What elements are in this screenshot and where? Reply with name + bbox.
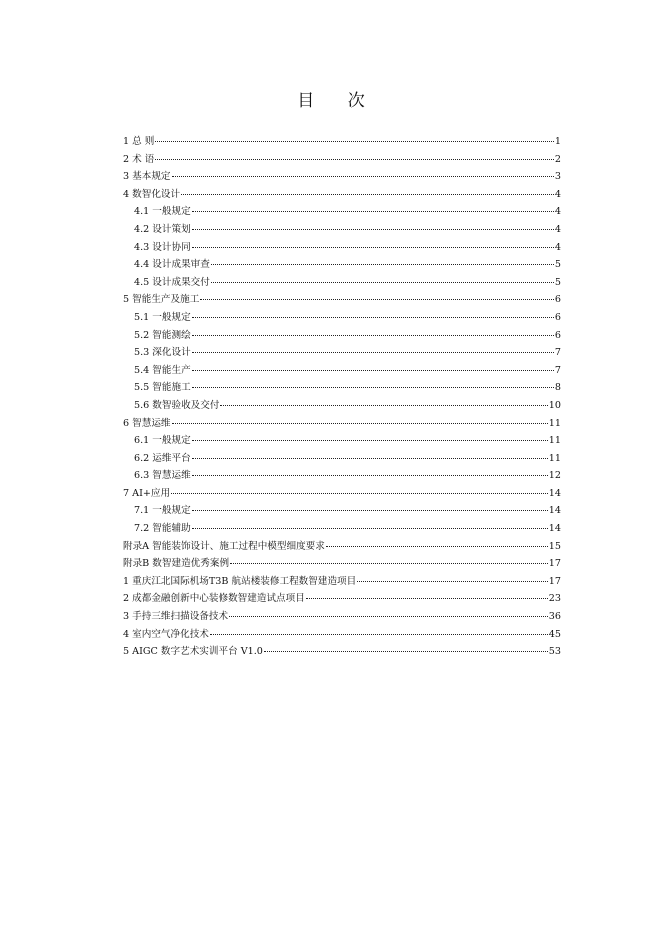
toc-leader-dots <box>192 510 548 511</box>
toc-entry-page: 8 <box>554 382 561 394</box>
toc-entry[interactable] <box>123 520 561 538</box>
toc-entry-page: 6 <box>554 311 561 323</box>
toc-leader-dots <box>230 563 548 564</box>
toc-leader-dots <box>192 440 548 441</box>
toc-entry[interactable] <box>123 151 561 169</box>
toc-entry[interactable] <box>123 643 561 661</box>
toc-leader-dots <box>357 581 548 582</box>
toc-leader-dots <box>306 598 548 599</box>
toc-leader-dots <box>211 282 554 283</box>
toc-leader-dots <box>192 352 554 353</box>
toc-entry[interactable] <box>123 327 561 345</box>
toc-entry[interactable] <box>123 186 561 204</box>
toc-leader-dots <box>192 387 554 388</box>
toc-entry-page: 53 <box>548 646 561 658</box>
toc-leader-dots <box>192 317 554 318</box>
toc-leader-dots <box>211 264 554 265</box>
table-of-contents <box>123 133 561 661</box>
toc-leader-dots <box>192 370 554 371</box>
toc-entry-page: 12 <box>548 470 561 482</box>
toc-entry[interactable] <box>123 309 561 327</box>
toc-entry-page: 45 <box>548 628 561 640</box>
toc-entry[interactable] <box>123 608 561 626</box>
toc-entry-label: 5.6 数智验收及交付 <box>134 399 220 411</box>
toc-entry-page: 36 <box>548 611 561 623</box>
toc-leader-dots <box>172 423 548 424</box>
toc-entry-label: 6.3 智慧运维 <box>134 470 191 482</box>
toc-entry-label: 1 总 则 <box>123 136 155 147</box>
toc-entry-page: 14 <box>548 505 561 517</box>
toc-leader-dots <box>155 141 554 142</box>
toc-entry[interactable] <box>123 344 561 362</box>
toc-entry-page: 2 <box>554 153 561 165</box>
toc-leader-dots <box>326 546 548 547</box>
toc-leader-dots <box>220 405 547 406</box>
toc-entry[interactable] <box>123 291 561 309</box>
toc-entry-label: 5 智能生产及施工 <box>123 294 200 306</box>
toc-entry-page: 17 <box>548 558 561 570</box>
toc-title: 目 次 <box>297 91 379 111</box>
toc-entry-page: 5 <box>554 276 561 288</box>
toc-entry[interactable] <box>123 502 561 520</box>
toc-leader-dots <box>192 229 554 230</box>
toc-entry-page: 5 <box>554 259 561 271</box>
toc-entry-label: 4.5 设计成果交付 <box>134 276 210 288</box>
toc-entry-label: 4.2 设计策划 <box>134 223 191 235</box>
toc-entry-label: 2 术 语 <box>123 153 155 165</box>
toc-entry-label: 3 基本规定 <box>123 171 171 183</box>
toc-entry-label: 4 室内空气净化技术 <box>123 628 209 640</box>
toc-entry-page: 15 <box>548 540 561 552</box>
toc-leader-dots <box>192 458 548 459</box>
toc-entry-label: 5.5 智能施工 <box>134 382 191 394</box>
toc-entry-page: 10 <box>548 399 561 411</box>
toc-entry[interactable] <box>123 203 561 221</box>
toc-entry-label: 4.1 一般规定 <box>134 206 191 218</box>
toc-entry-page: 7 <box>554 364 561 376</box>
toc-entry-page: 14 <box>548 523 561 535</box>
toc-entry-label: 7 AI+应用 <box>123 487 171 499</box>
toc-entry-label: 6.1 一般规定 <box>134 435 191 447</box>
toc-entry[interactable] <box>123 168 561 186</box>
toc-entry-page: 14 <box>548 487 561 499</box>
toc-leader-dots <box>171 493 548 494</box>
toc-leader-dots <box>210 634 548 635</box>
toc-entry[interactable] <box>123 415 561 433</box>
toc-leader-dots <box>192 211 554 212</box>
toc-entry[interactable] <box>123 239 561 257</box>
toc-entry[interactable] <box>123 590 561 608</box>
toc-entry[interactable] <box>123 626 561 644</box>
toc-entry-label: 7.2 智能辅助 <box>134 523 191 535</box>
toc-entry[interactable] <box>123 274 561 292</box>
toc-entry-page: 3 <box>554 171 561 183</box>
toc-leader-dots <box>172 176 554 177</box>
toc-leader-dots <box>155 159 554 160</box>
toc-entry-page: 7 <box>554 347 561 359</box>
toc-entry-label: 6.2 运维平台 <box>134 452 191 464</box>
toc-entry-page: 6 <box>554 329 561 341</box>
toc-leader-dots <box>192 335 554 336</box>
toc-entry[interactable] <box>123 573 561 591</box>
toc-entry-page: 11 <box>548 435 561 447</box>
toc-entry-label: 7.1 一般规定 <box>134 505 191 517</box>
toc-entry-page: 4 <box>554 223 561 235</box>
toc-leader-dots <box>229 616 548 617</box>
toc-entry[interactable] <box>123 538 561 556</box>
toc-entry-label: 5.3 深化设计 <box>134 347 191 359</box>
toc-entry-label: 3 手持三维扫描设备技术 <box>123 611 229 623</box>
toc-entry-label: 5 AIGC 数字艺术实训平台 V1.0 <box>123 646 263 658</box>
toc-entry-page: 4 <box>554 241 561 253</box>
toc-entry-label: 6 智慧运维 <box>123 417 171 429</box>
toc-entry-page: 11 <box>548 452 561 464</box>
toc-entry[interactable] <box>123 379 561 397</box>
toc-leader-dots <box>181 194 554 195</box>
toc-entry[interactable] <box>123 256 561 274</box>
toc-entry-label: 附录A 智能装饰设计、施工过程中模型细度要求 <box>123 540 325 552</box>
toc-entry[interactable] <box>123 485 561 503</box>
toc-entry-label: 4.3 设计协同 <box>134 241 191 253</box>
toc-leader-dots <box>200 299 554 300</box>
toc-entry[interactable] <box>123 397 561 415</box>
toc-entry-label: 5.2 智能测绘 <box>134 329 191 341</box>
toc-entry[interactable] <box>123 467 561 485</box>
toc-entry-label: 5.4 智能生产 <box>134 364 191 376</box>
toc-entry[interactable] <box>123 555 561 573</box>
toc-entry-label: 4.4 设计成果审查 <box>134 259 210 271</box>
toc-entry-label: 1 重庆江北国际机场T3B 航站楼装修工程数智建造项目 <box>123 575 357 587</box>
toc-leader-dots <box>192 475 548 476</box>
toc-leader-dots <box>192 247 554 248</box>
toc-leader-dots <box>264 651 548 652</box>
toc-entry-page: 23 <box>548 593 561 605</box>
toc-leader-dots <box>192 528 548 529</box>
toc-entry[interactable] <box>123 221 561 239</box>
toc-entry-page: 11 <box>548 417 561 429</box>
toc-entry-page: 4 <box>554 188 561 200</box>
toc-entry-page: 4 <box>554 206 561 218</box>
toc-entry[interactable] <box>123 450 561 468</box>
toc-entry-page: 6 <box>554 294 561 306</box>
toc-entry-label: 4 数智化设计 <box>123 188 181 200</box>
toc-entry-label: 附录B 数智建造优秀案例 <box>123 558 230 570</box>
toc-entry-page: 1 <box>554 136 561 147</box>
toc-entry[interactable] <box>123 432 561 450</box>
toc-entry-label: 5.1 一般规定 <box>134 311 191 323</box>
toc-entry[interactable] <box>123 133 561 151</box>
toc-entry-page: 17 <box>548 575 561 587</box>
toc-entry[interactable] <box>123 362 561 380</box>
toc-entry-label: 2 成都金融创新中心装修数智建造试点项目 <box>123 593 305 605</box>
